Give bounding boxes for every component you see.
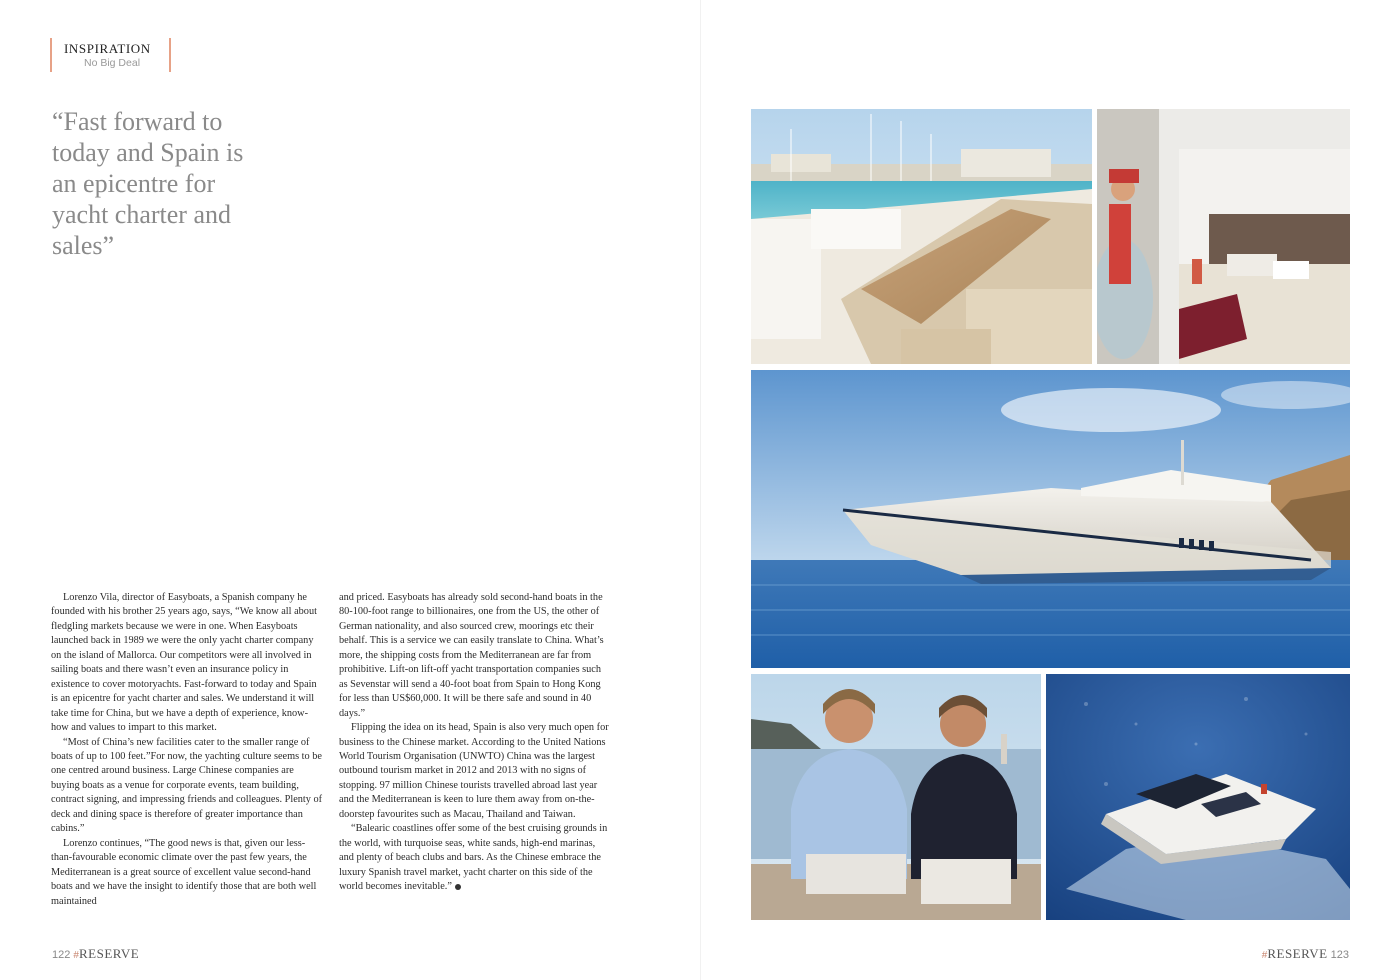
brand-hash: # xyxy=(1261,950,1268,961)
final-paragraph xyxy=(339,822,611,894)
brand-name: RESERVE xyxy=(78,946,140,961)
end-of-article-icon xyxy=(455,884,461,890)
photo-cabin-interior xyxy=(1097,109,1350,364)
body-paragraph-text: “Balearic coastlines offer some of the best cruising grounds in the world, with turquoise seas, white sands, high-end marinas, and plenty of beach clubs and bars. As the Chinese embrace the luxury Spanish travel market, yacht charter on this side of the world becomes inevitable.” xyxy=(339,823,608,893)
body-paragraph: Lorenzo continues, “The good news is that, given our less-than-favourable economic climate over the past few years, the Mediterranean is a great source of excellent value second-hand boats and we have the insight to identify those that are both well maintained xyxy=(51,837,317,907)
body-paragraph: Lorenzo Vila, director of Easyboats, a Spanish company he founded with his brother 25 years ago, says, “We know all about fledgling markets because we were in one. When Easyboats launched back in 1989 we were the only yacht charter company on the island of Mallorca. Our competitors were all involved in sailing boats and there wasn’t even an insurance policy in existence to cover motoryachts. Fast-forward to today and Spain is an epicentre for yacht charter and sales. We understand it will take time for China, but we have a depth of experience, know-how and values to impart to this market. xyxy=(51,592,317,734)
section-title: INSPIRATION xyxy=(64,41,151,56)
body-column-1 xyxy=(51,591,323,909)
section-header xyxy=(50,38,170,72)
header-rule-left xyxy=(50,38,52,72)
header-rule-right xyxy=(169,38,171,72)
page-gutter xyxy=(700,0,701,980)
brand-name: RESERVE xyxy=(1267,946,1328,961)
body-column-2 xyxy=(339,591,611,895)
pull-quote: “Fast forward to today and Spain is an epicentre for yacht charter and sales” xyxy=(52,107,244,260)
body-paragraph: “Most of China’s new facilities cater to the smaller range of boats of up to 100 feet.”For now, the yachting culture seems to be one centred around business. Large Chinese companies are buying boats as a venue for corporate events, team building, contract signing, and impressing friends and colleagues. Plenty of deck and dining space is therefore of greater importance than cabins.” xyxy=(51,736,323,835)
page-number: 123 xyxy=(1330,949,1349,961)
folio-left xyxy=(52,946,139,962)
folio-right xyxy=(1262,946,1349,962)
body-paragraph: and priced. Easyboats has already sold second-hand boats in the 80-100-foot range to billionaires, one from the US, the other of German nationality, and also sourced crew, moorings etc their behalf. This is a service we can easily translate to China. What’s more, the shipping costs from the Mediterranean are far from prohibitive. Lift-on lift-off yacht transportation companies such as Sevenstar will send a 40-foot boat from Spain to Hong Kong for less than US$60,000. It will be there safe and sound in 40 days.” xyxy=(339,592,604,719)
photo-yacht-deck xyxy=(751,109,1092,364)
photo-motoryacht-sea xyxy=(751,370,1350,668)
page-number: 122 xyxy=(52,949,71,961)
section-subtitle: No Big Deal xyxy=(84,57,141,69)
brand-hash: # xyxy=(73,950,79,961)
photo-speedboat-aerial xyxy=(1046,674,1350,920)
photo-portrait-founders xyxy=(751,674,1041,920)
body-paragraph: Flipping the idea on its head, Spain is also very much open for business to the Chinese market. According to the United Nations World Tourism Organisation (UNWTO) China was the largest outbound tourism market in 2012 and 2013 with no signs of stopping. 97 million Chinese tourists travelled abroad last year and the Mediterranean is keen to lure them away from on-the-doorstep favourites such as Macau, Thailand and Taiwan. xyxy=(339,722,609,820)
